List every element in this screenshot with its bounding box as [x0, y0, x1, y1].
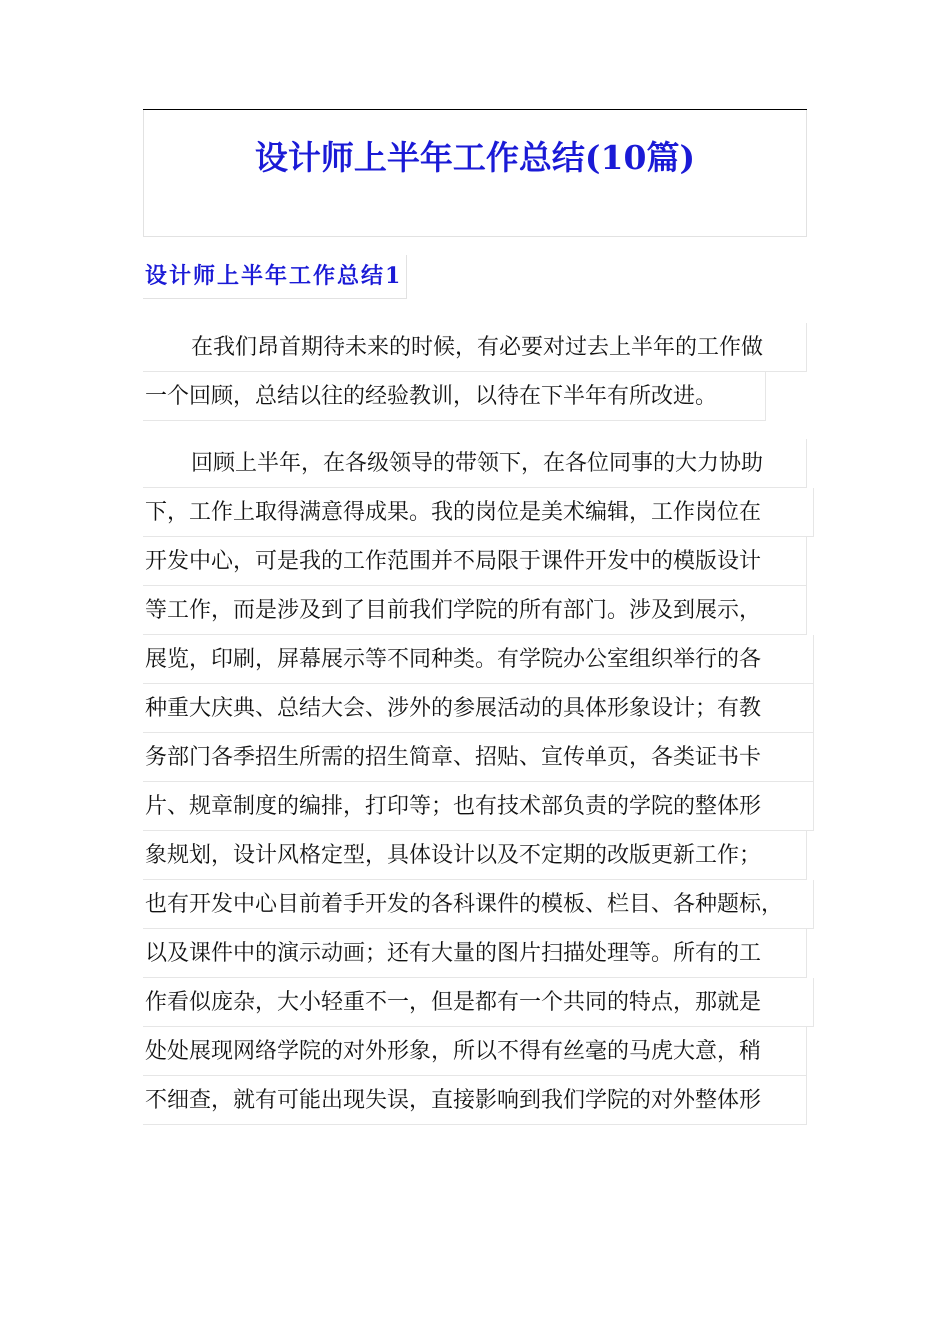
paragraph-line: 作看似庞杂，大小轻重不一，但是都有一个共同的特点，那就是 — [143, 978, 814, 1027]
paragraph-line: 一个回顾，总结以往的经验教训，以待在下半年有所改进。 — [143, 372, 766, 421]
paragraph-line: 以及课件中的演示动画；还有大量的图片扫描处理等。所有的工 — [143, 929, 807, 978]
paragraph-line: 象规划，设计风格定型，具体设计以及不定期的改版更新工作； — [143, 831, 807, 880]
paragraph-line: 在我们昂首期待未来的时候，有必要对过去上半年的工作做 — [143, 323, 807, 372]
paragraph-line: 等工作，而是涉及到了目前我们学院的所有部门。涉及到展示， — [143, 586, 807, 635]
paragraph-line: 种重大庆典、总结大会、涉外的参展活动的具体形象设计；有教 — [143, 684, 814, 733]
title-box — [143, 110, 807, 237]
paragraph-2 — [143, 439, 814, 1125]
paragraph-line: 不细查，就有可能出现失误，直接影响到我们学院的对外整体形 — [143, 1076, 807, 1125]
paragraph-line: 回顾上半年，在各级领导的带领下，在各位同事的大力协助 — [143, 439, 807, 488]
paragraph-line: 下，工作上取得满意得成果。我的岗位是美术编辑，工作岗位在 — [143, 488, 814, 537]
paragraph-line: 务部门各季招生所需的招生简章、招贴、宣传单页，各类证书卡 — [143, 733, 814, 782]
section-heading: 设计师上半年工作总结1 — [143, 255, 407, 299]
paragraph-line: 处处展现网络学院的对外形象，所以不得有丝毫的马虎大意，稍 — [143, 1027, 807, 1076]
paragraph-line: 开发中心，可是我的工作范围并不局限于课件开发中的模版设计 — [143, 537, 807, 586]
paragraph-line: 也有开发中心目前着手开发的各科课件的模板、栏目、各种题标， — [143, 880, 814, 929]
paragraph-1 — [143, 323, 807, 421]
paragraph-line: 展览，印刷，屏幕展示等不同种类。有学院办公室组织举行的各 — [143, 635, 814, 684]
paragraph-line: 片、规章制度的编排，打印等；也有技术部负责的学院的整体形 — [143, 782, 814, 831]
document-title: 设计师上半年工作总结(10篇) — [254, 138, 696, 177]
